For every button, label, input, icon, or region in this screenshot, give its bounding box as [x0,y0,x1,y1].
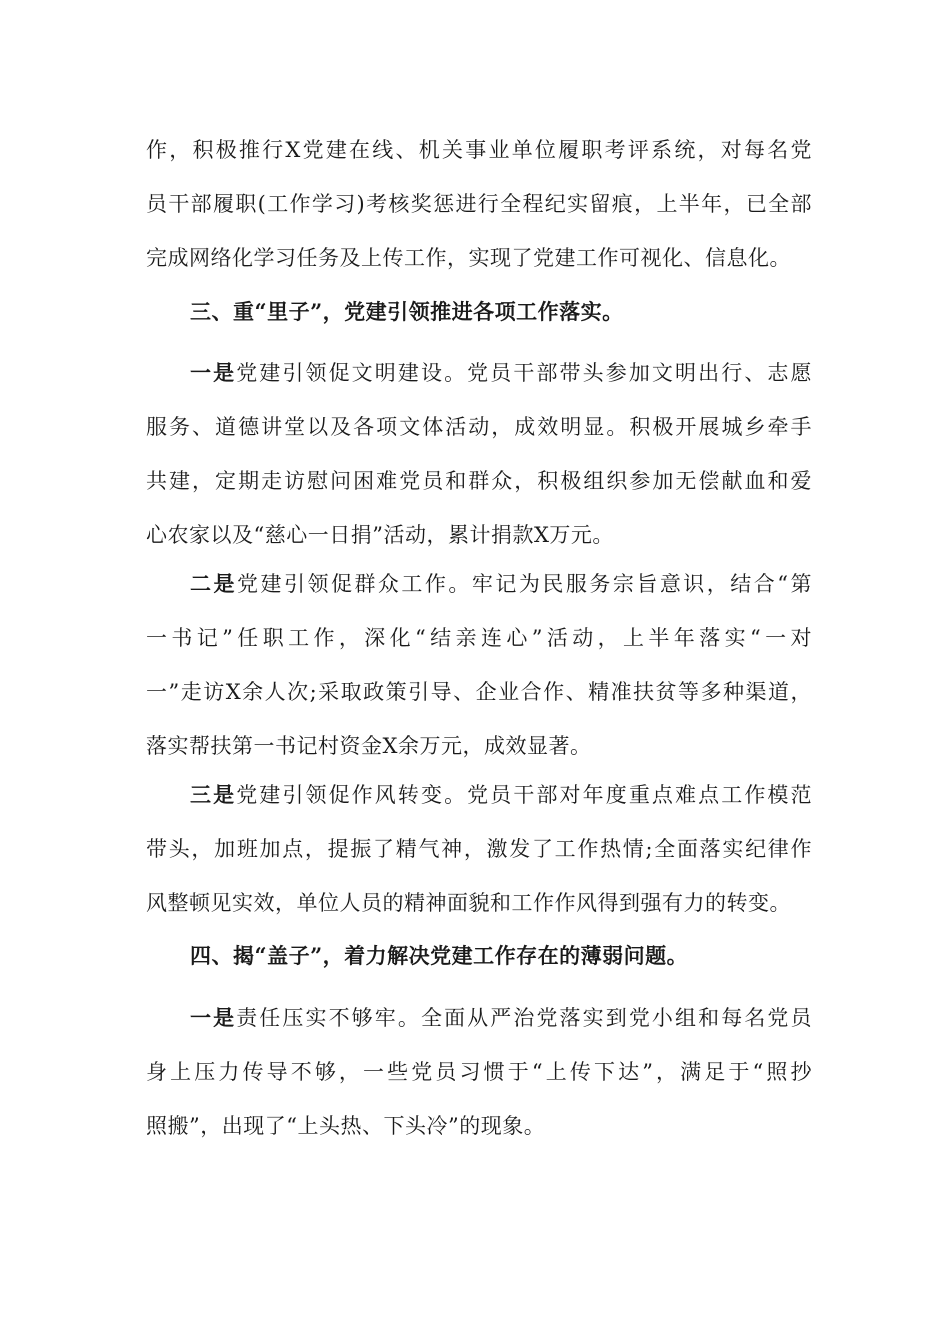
text-line: 风整顿见实效，单位人员的精神面貌和工作作风得到强有力的转变。 [146,891,791,915]
text-line: 员干部履职(工作学习)考核奖惩进行全程纪实留痕，上半年，已全部 [146,192,812,216]
section-heading-4 [146,929,812,983]
paragraph-lead: 一是 [190,360,237,385]
text-line [146,768,812,822]
text-line [146,557,812,611]
text-line: 照搬”，出现了“上头热、下头冷”的现象。 [146,1114,546,1138]
text-line: 带头，加班加点，提振了精气神，激发了工作热情;全面落实纪律作 [146,837,812,861]
paragraph-intro [146,123,812,285]
paragraph-3-1 [146,346,812,562]
text-line: 作，积极推行X党建在线、机关事业单位履职考评系统，对每名党 [146,138,812,162]
paragraph-3-2 [146,557,812,773]
text-line: 一”走访X余人次;采取政策引导、企业合作、精准扶贫等多种渠道， [146,680,812,704]
text-segment: 党建引领促群众工作。牢记为民服务宗旨意识，结合“第 [236,572,813,596]
text-line: 落实帮扶第一书记村资金X余万元，成效显著。 [146,734,592,758]
text-segment: 责任压实不够牢。全面从严治党落实到党小组和每名党员 [236,1006,813,1030]
text-line [146,991,812,1045]
text-line: 身上压力传导不够，一些党员习惯于“上传下达”，满足于“照抄 [146,1060,812,1084]
text-segment: 党建引领促作风转变。党员干部对年度重点难点工作模范 [236,783,813,807]
section-heading: 四、揭“盖子”，着力解决党建工作存在的薄弱问题。 [190,943,689,968]
text-line: 一书记”任职工作，深化“结亲连心”活动，上半年落实“一对 [146,626,812,650]
section-heading: 三、重“里子”，党建引领推进各项工作落实。 [190,299,624,324]
text-line: 完成网络化学习任务及上传工作，实现了党建工作可视化、信息化。 [146,246,791,270]
paragraph-lead: 二是 [190,571,237,596]
text-line: 心农家以及“慈心一日捐”活动，累计捐款X万元。 [146,523,614,547]
text-line: 服务、道德讲堂以及各项文体活动，成效明显。积极开展城乡牵手 [146,415,812,439]
paragraph-3-3 [146,768,812,930]
paragraph-lead: 一是 [190,1005,237,1030]
text-segment: 党建引领促文明建设。党员干部带头参加文明出行、志愿 [236,361,813,385]
paragraph-4-1 [146,991,812,1153]
section-heading-3 [146,285,812,339]
text-line: 共建，定期走访慰问困难党员和群众，积极组织参加无偿献血和爱 [146,469,812,493]
paragraph-lead: 三是 [190,782,237,807]
text-line [146,346,812,400]
